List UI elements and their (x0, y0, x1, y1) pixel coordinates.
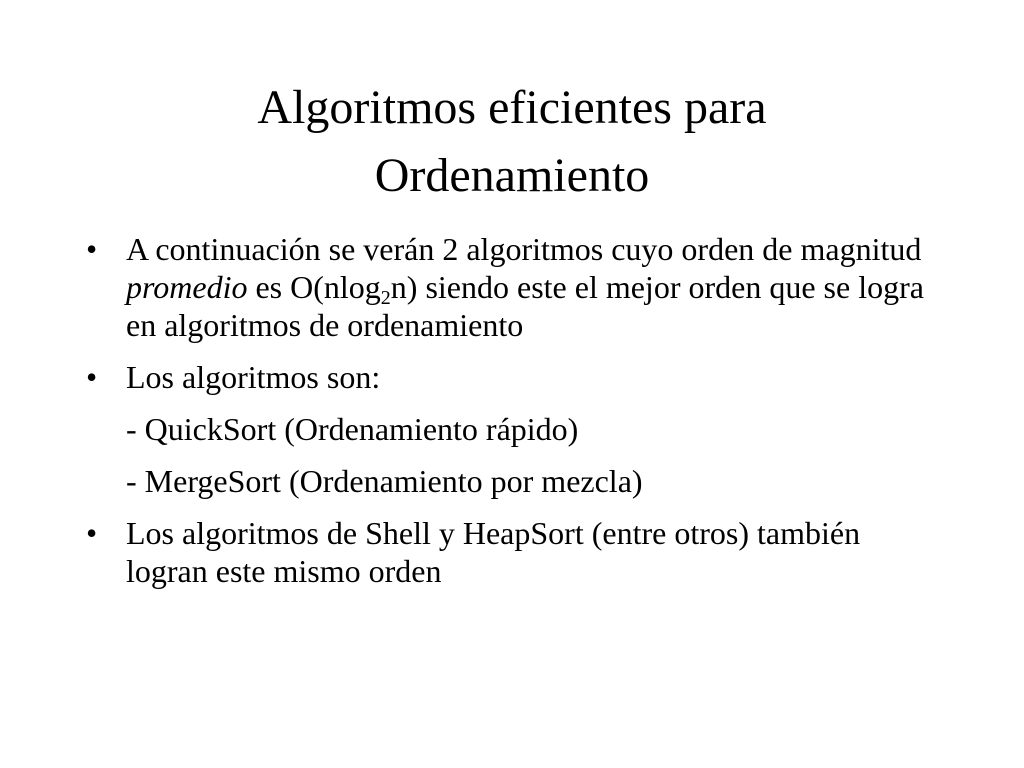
sub-item-mergesort (86, 462, 946, 500)
slide-body (86, 230, 946, 604)
bullet-marker: • (86, 359, 98, 395)
title-line-1: Algoritmos eficientes para (257, 81, 767, 134)
bullet-3-text: Los algoritmos de Shell y HeapSort (entre otros) también logran este mismo orden (126, 515, 861, 589)
title-line-2: Ordenamiento (374, 149, 650, 202)
bullet-2-text: Los algoritmos son: (126, 359, 381, 395)
sub-item-1-text: - QuickSort (Ordenamiento rápido) (126, 411, 579, 447)
bullet-1-subscript: 2 (380, 287, 391, 309)
slide-title (0, 74, 1024, 210)
bullet-1-italic: promedio (126, 269, 248, 305)
bullet-1-text-c: n) siendo este el mejor orden que se logra en algoritmos de ordenamiento (126, 269, 924, 343)
bullet-item-2 (86, 358, 946, 396)
bullet-1-text-b: es O(nlog (247, 269, 381, 305)
bullet-marker: • (86, 231, 98, 267)
bullet-item-1 (86, 230, 946, 344)
bullet-marker: • (86, 515, 98, 551)
sub-item-quicksort (86, 410, 946, 448)
sub-item-2-text: - MergeSort (Ordenamiento por mezcla) (126, 463, 643, 499)
bullet-item-3 (86, 514, 946, 590)
bullet-1-text-a: A continuación se verán 2 algoritmos cuyo orden de magnitud (126, 231, 922, 267)
